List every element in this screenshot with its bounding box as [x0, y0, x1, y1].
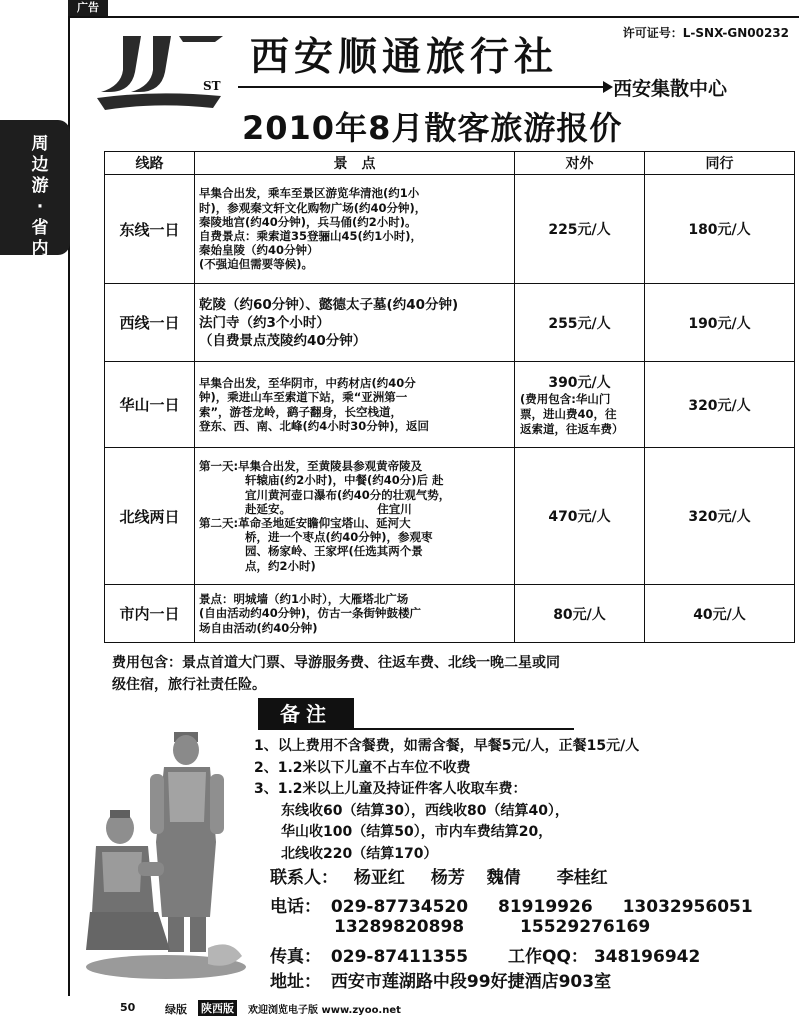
desc-line: 园、杨家岭、王家坪(任选其两个景	[245, 544, 423, 559]
table-row	[105, 362, 795, 448]
desc-line: 宜川黄河壶口瀑布(约40分的壮观气势，	[245, 487, 451, 502]
phone-row	[270, 892, 753, 917]
desc-line: 赴延安。 住宜川	[245, 501, 412, 516]
fee-inclusion	[112, 652, 712, 696]
phone-number: 13289820898	[334, 917, 465, 937]
page-title: 2010年8月散客旅游报价	[242, 109, 623, 147]
desc-line: 早集合出发，至华阴市，中药材店(约40分	[199, 376, 416, 391]
trade-price: 180元/人	[645, 175, 795, 284]
website-invite: 欢迎浏览电子版 www.zyoo.net	[248, 1005, 401, 1016]
desc-line: 法门寺（约3个小时）	[199, 314, 330, 331]
company-logo	[95, 32, 225, 117]
fee-line: 费用包含：景点首道大门票、导游服务费、往返车费、北线一晚二星或同	[112, 655, 560, 671]
distribution-center: 西安集散中心	[613, 78, 728, 100]
route-name: 东线一日	[105, 175, 195, 284]
route-name: 市内一日	[105, 585, 195, 643]
note-sub-item: 北线收220（结算170）	[281, 845, 438, 862]
desc-line: 早集合出发，乘车至景区游览华清池(约1小	[199, 186, 420, 201]
arrow-line	[238, 86, 606, 88]
trade-price: 190元/人	[645, 284, 795, 362]
note-item: 1、以上费用不含餐费，如需含餐，早餐5元/人，正餐15元/人	[254, 738, 640, 754]
phone-number: 81919926	[498, 897, 593, 917]
terracotta-warriors-illustration	[78, 712, 248, 982]
route-name: 北线两日	[105, 448, 195, 585]
header-route: 线路	[105, 152, 195, 175]
license-number: 许可证号：L-SNX-GN00232	[622, 26, 789, 40]
desc-line: 时)，参观秦文轩文化购物广场(约40分钟)，	[199, 200, 427, 215]
header-public-price: 对外	[515, 152, 645, 175]
notes-list	[254, 736, 794, 865]
desc-line: 登东、西、南、北峰(约4小时30分钟)，返回	[199, 418, 430, 433]
table-row	[105, 448, 795, 585]
phone-number: 13032956051	[622, 897, 753, 917]
arrow-head-icon	[603, 81, 613, 93]
trade-price: 320元/人	[645, 362, 795, 448]
contact-person: 魏倩	[486, 868, 521, 888]
price-note-line: 票，进山费40，往	[520, 407, 617, 421]
desc-line: 第一天:早集合出发，至黄陵县参观黄帝陵及	[199, 459, 423, 474]
public-price: 470元/人	[515, 448, 645, 585]
public-price-value: 390元/人	[548, 375, 611, 391]
desc-line: 秦陵地宫(约40分钟)，兵马俑(约2小时)。	[199, 214, 417, 229]
qq-label: 工作QQ：	[508, 947, 588, 967]
route-description	[195, 448, 515, 585]
table-row	[105, 284, 795, 362]
contact-people-row	[270, 863, 608, 888]
price-note-line: (费用包含:华山门	[520, 392, 611, 406]
logo-st-text: ST	[203, 79, 221, 93]
notes-title: 备注	[258, 698, 354, 730]
section-tab-label: 周边游·省内	[31, 134, 49, 259]
contact-label: 联系人：	[270, 868, 338, 888]
phone-number: 029-87734520	[330, 897, 469, 917]
fee-line: 级住宿，旅行社责任险。	[112, 677, 266, 693]
brand-badge: 陕西版	[198, 1000, 237, 1016]
public-price	[515, 362, 645, 448]
desc-line: 乾陵（约60分钟）、懿德太子墓(约40分钟)	[199, 296, 459, 313]
page-number: 50	[120, 1001, 136, 1014]
route-description	[195, 362, 515, 448]
public-price: 80元/人	[515, 585, 645, 643]
ad-tag: 广告	[68, 0, 108, 16]
note-item: 3、1.2米以上儿童及持证件客人收取车费：	[254, 781, 527, 797]
edition-label: 绿版	[165, 1003, 187, 1016]
contact-person: 李桂红	[556, 868, 608, 888]
contact-person: 杨芳	[430, 868, 465, 888]
price-note-line: 返索道，往返车费）	[520, 422, 624, 436]
desc-line: 秦始皇陵（约40分钟）	[199, 243, 319, 258]
route-description	[195, 585, 515, 643]
price-table	[104, 151, 795, 643]
address-row	[270, 967, 611, 992]
desc-line: 钟)，乘进山车至索道下站，乘“亚洲第一	[199, 390, 408, 405]
company-name: 西安顺通旅行社	[250, 34, 559, 80]
footer	[0, 996, 799, 1017]
address: 西安市莲湖路中段99好捷酒店903室	[330, 972, 612, 992]
route-name: 华山一日	[105, 362, 195, 448]
desc-line: 桥，进一个枣点(约40分钟)，参观枣	[245, 530, 433, 545]
section-tab	[0, 120, 70, 259]
desc-line: 点，约2小时)	[245, 558, 316, 573]
desc-line: 第二天:革命圣地延安瞻仰宝塔山、延河大	[199, 516, 411, 530]
fax-row	[270, 942, 700, 967]
route-description	[195, 175, 515, 284]
note-item: 2、1.2米以下儿童不占车位不收费	[254, 759, 471, 776]
phone-row-2	[334, 917, 650, 937]
table-header-row	[105, 152, 795, 175]
header-spots: 景 点	[195, 152, 515, 175]
desc-line: 索”，游苍龙岭，鹞子翻身，长空栈道，	[199, 404, 403, 419]
notes-rule	[354, 728, 574, 730]
trade-price: 40元/人	[645, 585, 795, 643]
public-price: 225元/人	[515, 175, 645, 284]
route-description	[195, 284, 515, 362]
phone-label: 电话：	[270, 897, 321, 917]
contact-person: 杨亚红	[353, 868, 405, 888]
route-name: 西线一日	[105, 284, 195, 362]
desc-line: 轩辕庙(约2小时)，中餐(约40分)后 赴	[245, 473, 444, 488]
table-row	[105, 585, 795, 643]
header-trade-price: 同行	[645, 152, 795, 175]
fax-number: 029-87411355	[330, 947, 469, 967]
desc-line: (不强迫但需要等候)。	[199, 257, 314, 272]
note-sub-item: 华山收100（结算50），市内车费结算20，	[281, 824, 553, 840]
desc-line: （自费景点茂陵约40分钟）	[199, 332, 367, 349]
desc-line: 场自由活动(约40分钟)	[199, 620, 318, 635]
trade-price: 320元/人	[645, 448, 795, 585]
qq-number: 348196942	[593, 947, 701, 967]
top-rule	[68, 16, 799, 18]
table-row	[105, 175, 795, 284]
public-price: 255元/人	[515, 284, 645, 362]
desc-line: 景点：明城墙（约1小时），大雁塔北广场	[199, 592, 409, 607]
fax-label: 传真：	[270, 947, 321, 967]
desc-line: (自由活动约40分钟)，仿古一条街钟鼓楼广	[199, 606, 422, 621]
note-sub-item: 东线收60（结算30），西线收80（结算40），	[281, 802, 569, 819]
address-label: 地址：	[270, 972, 321, 992]
desc-line: 自费景点：乘索道35登骊山45(约1小时)，	[199, 229, 423, 243]
phone-number: 15529276169	[520, 917, 651, 937]
